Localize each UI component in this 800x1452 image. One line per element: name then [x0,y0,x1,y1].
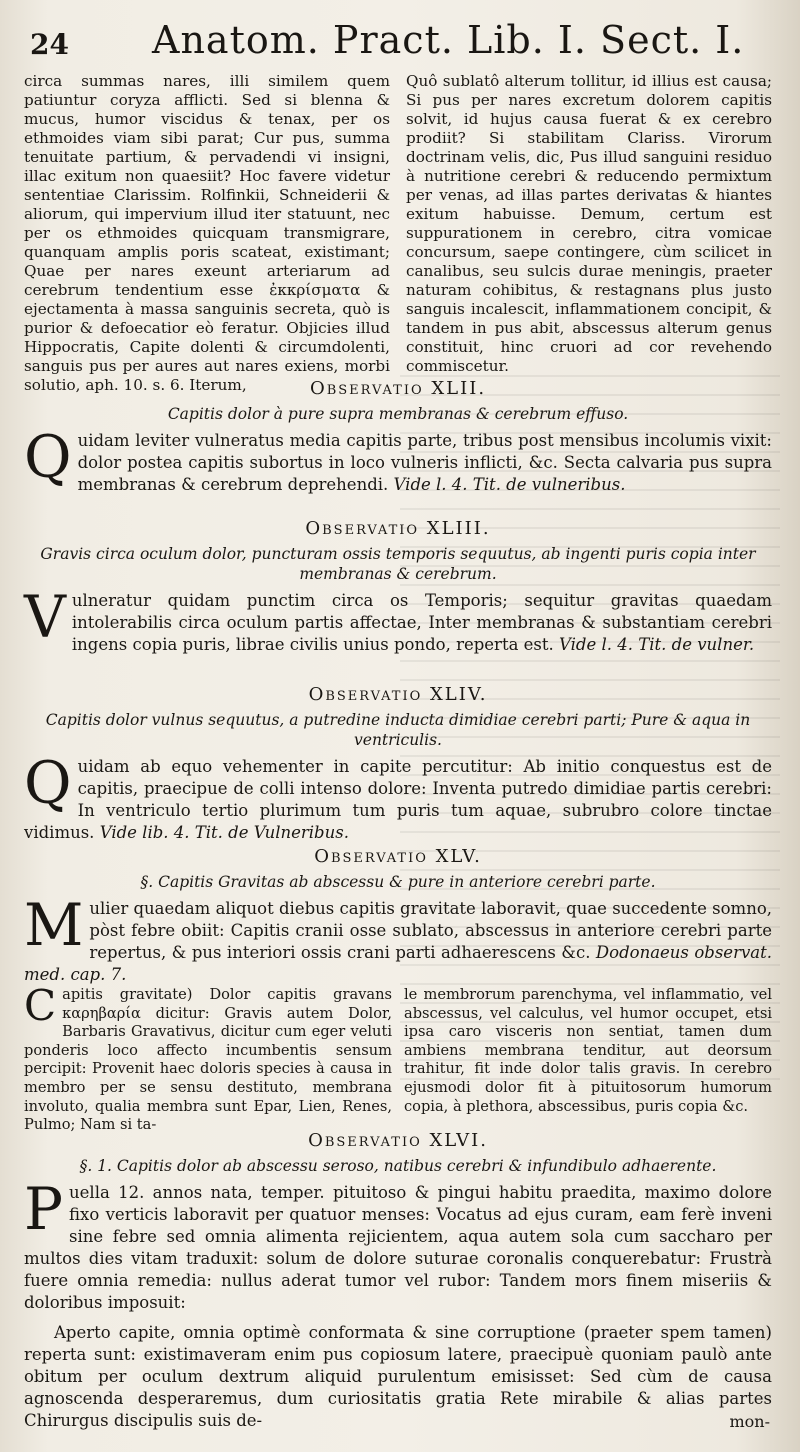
observation-46 [24,1130,772,1314]
observation-title: Observatio XLIII. [305,518,491,539]
observation-body [24,891,772,986]
continuation-text: Aperto capite, omnia optimè conformata & sine corruptione (praeter spem tamen) reperta sunt: existimaveram enim pus copiosum latere, praecipuè quoniam paulò ante obitum per oculum dextrum aliquid purulentum emisisset: Sed cùm de causa agnoscenda desperaremus, dum curiositatis gratia Rete mirabile & alias partes Chirurgus discipulis suis de- [24,1323,772,1430]
observation-body [24,1175,772,1314]
observation-subtitle: Capitis dolor à pure supra membranas & cerebrum effuso. [167,405,629,423]
observation-body [24,423,772,496]
observation-subtitle: Gravis circa oculum dolor, puncturam ossis temporis sequutus, ab ingenti puris copia inter membranas & cerebrum. [40,545,756,583]
top-right-text: Quô sublatô alterum tollitur, id illius est causa; Si pus per nares excretum dolorem capitis solvit, id hujus causa fuerat & ex cerebro prodiit? Si stabilitam Clariss. Virorum doctrinam velis, dic, Pus illud sanguini residuo à nutritione cerebri & reducendo permixtum per venas, ad illas partes derivatas & hiantes exitum habuisse. Demum, certum est suppurationem in cerebro, citra vomicae concursum, saepe contingere, cùm scilicet in canalibus, seu sulcis durae meningis, praeter naturam cohibitus, & restagnans plus justo sanguis incalescit, inflammationem concipit, & tandem in pus abit, abscessus alterum genus constituit, hinc cruori ad cor revehendo commiscetur. [406,72,772,375]
page-number: 24 [30,28,69,61]
commentary-right [404,986,772,1135]
drop-cap: P [24,1175,64,1243]
observation-subtitle: Capitis dolor vulnus sequutus, a putredine inducta dimidiae cerebri parti; Pure & aqua in ventriculis. [45,711,751,749]
observation-text: uidam leviter vulneratus media capitis parte, tribus post mensibus incolumis vixit: dolor postea capitis subortus in loco vulneris inflicti, &c. Secta calvaria pus supra membranas & cerebrum deprehendi. [77,431,772,494]
commentary-left-text: apitis gravitate) Dolor capitis gravans καρηβαρία dicitur: Gravis autem Dolor, Barbaris Gravativus, dicitur cum eger veluti ponderis loco affecto incumbentis sensum percipit: Provenit haec doloris species à causa in membro per se sensu destituto, membrana involuto, qualia membra sunt Epar, Lien, Renes, Pulmo; Nam si ta- [24,986,392,1134]
observation-title: Observatio XLII. [309,378,487,399]
commentary-columns [24,981,772,1135]
running-head: Anatom. Pract. Lib. I. Sect. I. [152,18,745,62]
catchword: mon- [729,1412,770,1431]
drop-cap: C [24,981,57,1030]
top-columns [24,72,772,395]
drop-cap: Q [24,749,72,817]
observation-reference: Vide l. 4. Tit. de vulneribus. [393,475,626,494]
observation-subtitle: §. Capitis Gravitas ab abscessu & pure in anteriore cerebri parte. [140,873,656,891]
observation-42 [24,378,772,496]
top-left-column [24,72,390,395]
observation-reference: Dodonaeus observat. med. cap. 7. [24,943,772,984]
observation-title: Observatio XLV. [314,846,482,867]
top-left-text: circa summas nares, illi similem quem patiuntur coryza afflicti. Sed si blenna & mucus, humor viscidus & tenax, per os ethmoides viam sibi parat; Cur pus, summa tenuitate partium, & pervadendi vi insigni, illac exitum non quaesiit? Hoc favere videtur sententiae Clarissim. Rolfinkii, Schneiderii & aliorum, qui impervium illud iter statuunt, nec per os ethmoides quicquam transmigrare, quanquam amplis poris scateat, existimant; Quae per nares exeunt arteriarum ad cerebrum tendentium esse ἐκκρίσματα & ejectamenta à massa sanguinis secreta, quò is purior & defoecatior eò feratur. Objicies illud Hippocratis, Capite dolenti & circumdolenti, sanguis pus per aures aut nares exiens, morbi solutio, aph. 10. s. 6. Iterum, [24,72,390,394]
commentary-right-text: le membrorum parenchyma, vel inflammatio, vel abscessus, vel calculus, vel humor occupet, etsi ipsa caro visceris non sentiat, tamen dum ambiens membrana tenditur, aut deorsum trahitur, fit inde dolor talis gravis. In cerebro ejusmodi dolor fit à pituitosorum humorum copia, à plethora, abscessibus, puris copia &c. [404,986,772,1115]
drop-cap: Q [24,423,72,491]
observation-43 [24,518,772,656]
observation-text: ulneratur quidam punctim circa os Temporis; sequitur gravitas quaedam intolerabilis circa oculum partis affectae, Inter membranas & substantiam cerebri ingens copia puris, librae civilis unius pondo, reperta est. [71,591,772,654]
observation-46-continuation [24,1322,772,1432]
observation-title: Observatio XLVI. [308,1130,488,1151]
observation-44 [24,684,772,844]
observation-text: uidam ab equo vehementer in capite percutitur: Ab initio conquestus est de capitis, praecipue de colli intenso dolore: Inventa putredo dimidiae partis cerebri: In ventriculo tertio plurimum tum puris tum aquae, subrubro colore tinctae vidimus. [24,757,772,842]
page-header [22,14,782,70]
observation-subtitle: §. 1. Capitis dolor ab abscessu seroso, natibus cerebri & infundibulo adhaerente. [79,1157,717,1175]
observation-title: Observatio XLIV. [308,684,488,705]
observation-text: ulier quaedam aliquot diebus capitis gravitate laboravit, quae succedente somno, pòst febre obiit: Capitis cranii osse sublato, abscessus in anteriore cerebri parte repertus, & pus interiori ossis crani parti adhaerescens &c. [89,899,772,962]
observation-45 [24,846,772,986]
observation-body [24,583,772,656]
commentary-left [24,981,392,1135]
observation-text: uella 12. annos nata, temper. pituitoso & pingui habitu praedita, maximo dolore fixo verticis laboravit per quatuor menses: Vocatus ad ejus curam, eam ferè inveni sine febre sed omnia alimenta rejicientem, aqua autem sola cum saccharo per multos dies vitam traduxit: solum de dolore suturae coronalis conquerebatur: Frustrà fuere omnia remedia: nullus aderat tumor vel rubor: Tandem mors finem miseriis & doloribus imposuit: [24,1183,772,1312]
observation-body [24,749,772,844]
top-right-column [406,72,772,395]
drop-cap: M [24,891,84,959]
drop-cap: V [24,583,66,651]
observation-reference: Vide l. 4. Tit. de vulner. [559,635,755,654]
observation-reference: Vide lib. 4. Tit. de Vulneribus. [99,823,349,842]
